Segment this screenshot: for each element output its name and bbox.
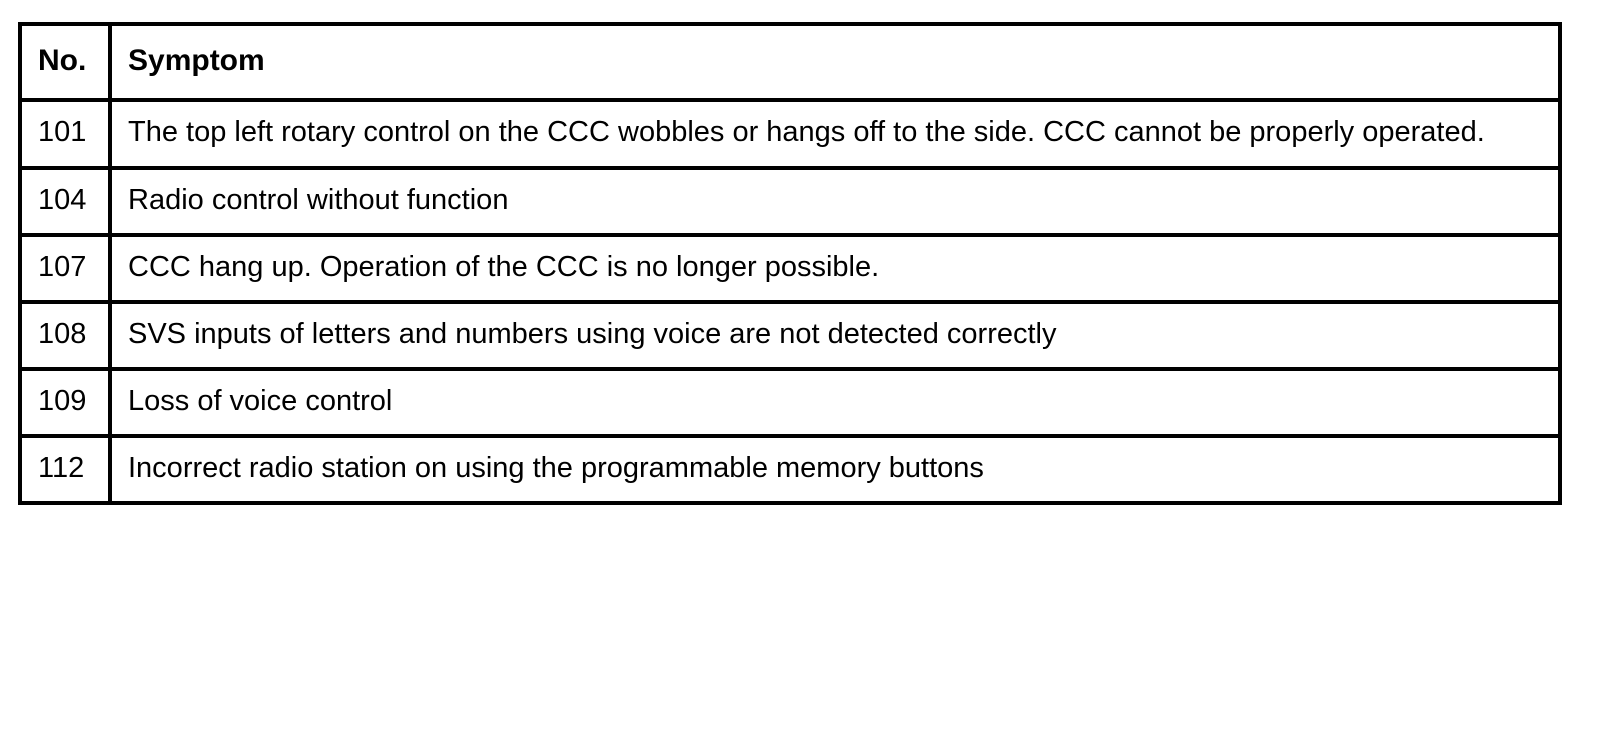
column-header-no: No. bbox=[20, 24, 110, 100]
symptom-table bbox=[18, 22, 1562, 505]
table-row bbox=[20, 302, 1560, 369]
cell-no: 112 bbox=[20, 436, 110, 503]
table-row bbox=[20, 235, 1560, 302]
table-header-row bbox=[20, 24, 1560, 100]
cell-symptom: CCC hang up. Operation of the CCC is no longer possible. bbox=[110, 235, 1560, 302]
cell-symptom: Incorrect radio station on using the programmable memory buttons bbox=[110, 436, 1560, 503]
table-row bbox=[20, 100, 1560, 167]
cell-symptom: Radio control without function bbox=[110, 168, 1560, 235]
column-header-symptom: Symptom bbox=[110, 24, 1560, 100]
table-row bbox=[20, 168, 1560, 235]
cell-no: 108 bbox=[20, 302, 110, 369]
cell-symptom: Loss of voice control bbox=[110, 369, 1560, 436]
table-row bbox=[20, 369, 1560, 436]
cell-no: 104 bbox=[20, 168, 110, 235]
cell-no: 107 bbox=[20, 235, 110, 302]
table-header bbox=[20, 24, 1560, 100]
cell-no: 109 bbox=[20, 369, 110, 436]
cell-symptom: The top left rotary control on the CCC wobbles or hangs off to the side. CCC cannot be properly operated. bbox=[110, 100, 1560, 167]
cell-no: 101 bbox=[20, 100, 110, 167]
symptom-table-container bbox=[18, 22, 1562, 505]
table-body bbox=[20, 100, 1560, 503]
cell-symptom: SVS inputs of letters and numbers using voice are not detected correctly bbox=[110, 302, 1560, 369]
table-row bbox=[20, 436, 1560, 503]
